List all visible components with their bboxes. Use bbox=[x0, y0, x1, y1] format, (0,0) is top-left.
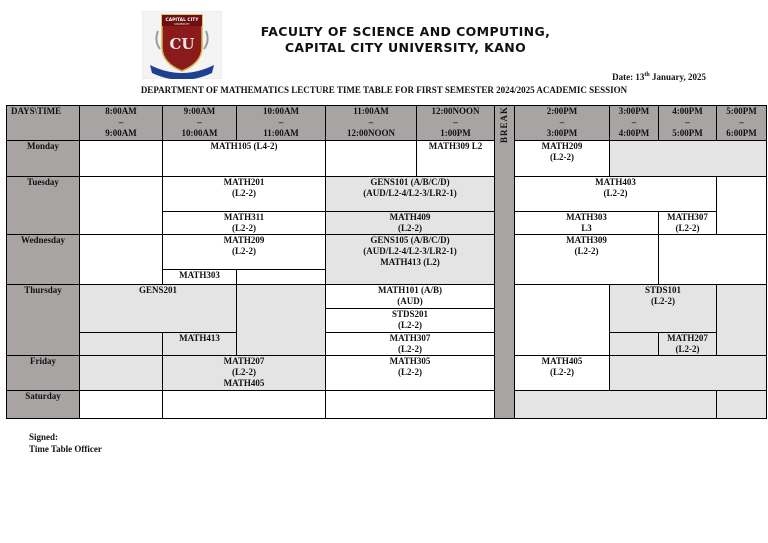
day-row-friday bbox=[7, 356, 767, 391]
svg-text:CAPITAL CITY: CAPITAL CITY bbox=[165, 18, 199, 23]
course-cell: MATH307 (L2-2) bbox=[326, 333, 495, 356]
empty-cell bbox=[237, 270, 326, 285]
course-cell: MATH311 (L2-2) bbox=[163, 212, 326, 235]
break-column bbox=[495, 106, 515, 419]
empty-cell bbox=[717, 177, 767, 235]
empty-cell bbox=[610, 333, 659, 356]
day-label: Friday bbox=[7, 356, 80, 391]
signed-label: Signed: bbox=[29, 432, 59, 442]
course-cell: MATH303 L3 bbox=[515, 212, 659, 235]
timetable-title: DEPARTMENT OF MATHEMATICS LECTURE TIME TABLE FOR FIRST SEMESTER 2024/2025 ACADEMIC SESSION bbox=[140, 85, 628, 95]
day-label: Wednesday bbox=[7, 235, 80, 285]
course-cell: MATH209 (L2-2) bbox=[163, 235, 326, 270]
day-row-saturday bbox=[7, 391, 767, 419]
course-cell: MATH201 (L2-2) bbox=[163, 177, 326, 212]
svg-text:CU: CU bbox=[169, 35, 195, 53]
slot-header: 8:00AM – 9:00AM bbox=[80, 106, 163, 141]
svg-text:UNIVERSITY: UNIVERSITY bbox=[174, 23, 190, 27]
course-cell: MATH403 (L2-2) bbox=[515, 177, 717, 212]
empty-cell bbox=[80, 177, 163, 235]
slot-header: 12:00NOON – 1:00PM bbox=[417, 106, 495, 141]
slot-header: 2:00PM – 3:00PM bbox=[515, 106, 610, 141]
day-label: Saturday bbox=[7, 391, 80, 419]
slot-header: 3:00PM – 4:00PM bbox=[610, 106, 659, 141]
empty-cell bbox=[610, 356, 767, 391]
course-cell: MATH307 (L2-2) bbox=[659, 212, 717, 235]
faculty-heading: FACULTY OF SCIENCE AND COMPUTING, bbox=[260, 24, 551, 39]
day-row-thursday bbox=[7, 285, 767, 309]
course-cell: MATH101 (A/B) (AUD) bbox=[326, 285, 495, 309]
course-cell: MATH309 L2 bbox=[417, 141, 495, 177]
course-cell: STDS201 (L2-2) bbox=[326, 309, 495, 333]
empty-cell bbox=[237, 285, 326, 356]
course-cell: MATH309 (L2-2) bbox=[515, 235, 659, 285]
course-cell: MATH207 (L2-2) MATH405 bbox=[163, 356, 326, 391]
day-row-wednesday bbox=[7, 235, 767, 270]
course-cell: MATH209 (L2-2) bbox=[515, 141, 610, 177]
days-time-header: DAYS\TIME bbox=[7, 106, 80, 141]
empty-cell bbox=[80, 391, 163, 419]
course-cell: GENS101 (A/B/C/D) (AUD/L2-4/L2-3/LR2-1) bbox=[326, 177, 495, 212]
day-label: Tuesday bbox=[7, 177, 80, 235]
slot-header: 9:00AM – 10:00AM bbox=[163, 106, 237, 141]
course-cell: MATH207 (L2-2) bbox=[659, 333, 717, 356]
empty-cell bbox=[326, 141, 417, 177]
empty-cell bbox=[515, 285, 610, 356]
empty-cell bbox=[659, 235, 767, 285]
empty-cell bbox=[717, 391, 767, 419]
course-cell: MATH409 (L2-2) bbox=[326, 212, 495, 235]
university-crest-logo bbox=[142, 11, 222, 79]
day-row-tuesday bbox=[7, 177, 767, 212]
course-cell: MATH413 bbox=[163, 333, 237, 356]
university-heading: CAPITAL CITY UNIVERSITY, KANO bbox=[284, 40, 527, 55]
empty-cell bbox=[515, 391, 717, 419]
empty-cell bbox=[80, 141, 163, 177]
time-header-row bbox=[7, 106, 767, 141]
course-cell: MATH105 (L4-2) bbox=[163, 141, 326, 177]
empty-cell bbox=[80, 235, 163, 285]
course-cell: MATH405 (L2-2) bbox=[515, 356, 610, 391]
slot-header: 11:00AM – 12:00NOON bbox=[326, 106, 417, 141]
empty-cell bbox=[80, 356, 163, 391]
empty-cell bbox=[717, 285, 767, 356]
lecture-timetable bbox=[6, 105, 767, 419]
day-label: Thursday bbox=[7, 285, 80, 356]
break-label: BREAK bbox=[499, 106, 509, 144]
officer-label: Time Table Officer bbox=[29, 444, 102, 454]
signature-block bbox=[29, 431, 102, 455]
course-cell: STDS101 (L2-2) bbox=[610, 285, 717, 333]
day-row-thursday-sub2 bbox=[7, 333, 767, 356]
date-line: Date: 13th January, 2025 bbox=[612, 72, 706, 82]
slot-header: 4:00PM – 5:00PM bbox=[659, 106, 717, 141]
course-cell: MATH305 (L2-2) bbox=[326, 356, 495, 391]
day-label: Monday bbox=[7, 141, 80, 177]
empty-cell bbox=[80, 333, 163, 356]
course-cell: GENS105 (A/B/C/D) (AUD/L2-4/L2-3/LR2-1) MATH413 (L2) bbox=[326, 235, 495, 285]
empty-cell bbox=[326, 391, 495, 419]
course-cell: GENS201 bbox=[80, 285, 237, 333]
slot-header: 10:00AM – 11:00AM bbox=[237, 106, 326, 141]
day-row-monday bbox=[7, 141, 767, 177]
course-cell: MATH303 bbox=[163, 270, 237, 285]
empty-cell bbox=[163, 391, 326, 419]
empty-cell bbox=[610, 141, 767, 177]
slot-header: 5:00PM – 6:00PM bbox=[717, 106, 767, 141]
